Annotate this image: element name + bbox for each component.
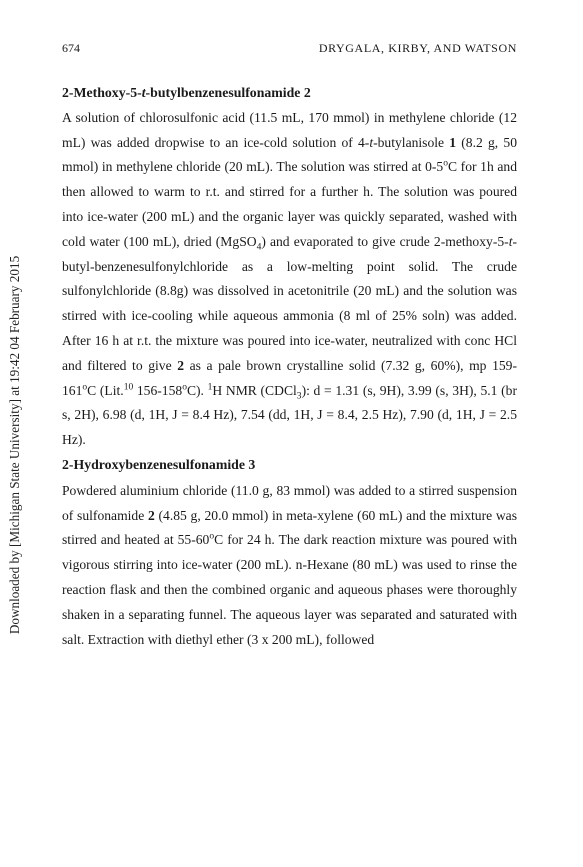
article-body — [62, 81, 517, 652]
section-heading-hydroxy: 2-Hydroxybenzenesulfonamide 3 — [62, 456, 256, 472]
download-notice: Downloaded by [Michigan State University] at 19:42 04 February 2015 — [7, 255, 22, 635]
paragraph-methoxy-procedure: A solution of chlorosulfonic acid (11.5 mL, 170 mmol) in methylene chloride (12 mL) was added dropwise to an ice-cold solution of 4-t-butylanisole 1 (8.2 g, 50 mmol) in methylene chloride (20 mL). The solution was stirred at 0-5$^o$C for 1h and then allowed to warm to r.t. and stirred for a further h. The solution was poured into ice-water (200 mL) and the organic layer was quickly separated, washed with cold water (100 mL), dried (MgSO$_4$) and evaporated to give crude 2-methoxy-5-t-butyl-benzenesulfonylchloride as a low-melting point solid. The crude sulfonylchloride (8.8g) was dissolved in acetonitrile (20 mL) and the solution was stirred with ice-cooling while aqueous ammonia (8 ml of 25% soln) was added. After 16 h at r.t. the mixture was poured into ice-water, neutralized with conc HCl and filtered to give 2 as a pale brown crystalline solid (7.32 g, 60%), mp 159-161$^o$C (Lit.$^{10}$ 156-158$^o$C). $^1$H NMR (CDCl$_3$): d = 1.31 (s, 9H), 3.99 (s, 3H), 5.1 (br s, 2H), 6.98 (d, 1H, J = 8.4 Hz), 7.54 (dd, 1H, J = 8.4, 2.5 Hz), 7.90 (d, 1H, J = 2.5 Hz). — [62, 109, 518, 448]
page-number: 674 — [62, 41, 80, 55]
running-authors: DRYGALA, KIRBY, AND WATSON — [318, 41, 517, 55]
paragraph-hydroxy-procedure: Powdered aluminium chloride (11.0 g, 83 mmol) was added to a stirred suspension of sulfonamide 2 (4.85 g, 20.0 mmol) in meta-xylene (60 mL) and the mixture was stirred and heated at 55-60$^o$C for 24 h. The dark reaction mixture was poured with vigorous stirring into ice-water (200 mL). n-Hexane (80 mL) was used to rinse the reaction flask and then the combined organic and aqueous phases were thoroughly shaken in a separating funnel. The aqueous layer was separated and saturated with salt. Extraction with diethyl ether (3 x 200 mL), followed — [62, 482, 517, 647]
download-watermark — [0, 0, 30, 867]
section-heading-methoxy: 2-Methoxy-5-t-butylbenzenesulfonamide 2 — [62, 85, 311, 100]
running-header — [62, 41, 517, 57]
